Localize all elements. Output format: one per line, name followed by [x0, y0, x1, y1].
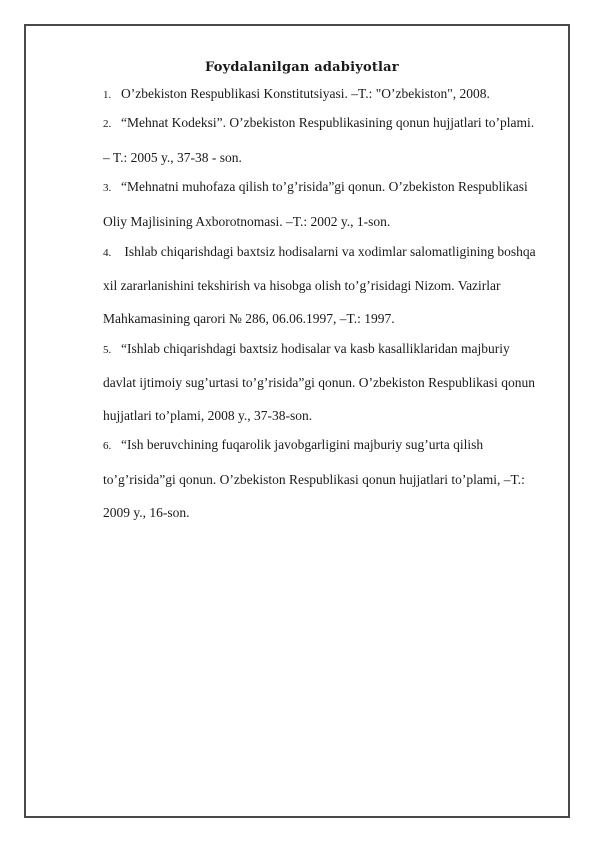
reference-4-line-2: xil zararlanishini tekshirish va hisobga olish to’g’risidagi Nizom. Vazirlar — [103, 278, 501, 293]
reference-5-line-1 — [103, 341, 510, 357]
reference-6-text-1: “Ish beruvchining fuqarolik javobgarligini majburiy sug’urta qilish — [121, 437, 484, 452]
reference-4-text-1: Ishlab chiqarishdagi baxtsiz hodisalarni va xodimlar salomatligining boshqa — [121, 244, 536, 259]
reference-5-text-1: “Ishlab chiqarishdagi baxtsiz hodisalar va kasb kasalliklaridan majburiy — [121, 341, 510, 356]
reference-3-line-1 — [103, 179, 528, 195]
reference-1-line-1 — [103, 86, 490, 102]
reference-2-text-1: “Mehnat Kodeksi”. O’zbekiston Respublikasining qonun hujjatlari to’plami. — [121, 115, 535, 130]
reference-1-text-1: O’zbekiston Respublikasi Konstitutsiyasi. –T.: "O’zbekiston", 2008. — [121, 86, 490, 101]
reference-6-line-2: to’g’risida”gi qonun. O’zbekiston Respublikasi qonun hujjatlari to’plami, –T.: — [103, 472, 525, 487]
reference-4-line-3: Mahkamasining qarori № 286, 06.06.1997, –T.: 1997. — [103, 311, 395, 326]
reference-6-line-3: 2009 y., 16-son. — [103, 505, 190, 520]
reference-5-line-3: hujjatlari to’plami, 2008 y., 37-38-son. — [103, 408, 313, 423]
reference-3-line-2: Oliy Majlisining Axborotnomasi. –T.: 2002 y., 1-son. — [103, 214, 391, 229]
reference-5-line-2: davlat ijtimoiy sug’urtasi to’g’risida”gi qonun. O’zbekiston Respublikasi qonun — [103, 375, 535, 390]
reference-3-text-1: “Mehnatni muhofaza qilish to’g’risida”gi qonun. O’zbekiston Respublikasi — [121, 179, 528, 194]
reference-2-line-1 — [103, 115, 534, 131]
reference-6-number: 6. — [103, 440, 112, 452]
reference-4-number: 4. — [103, 247, 112, 259]
reference-5-number: 5. — [103, 344, 112, 356]
page-title: Foydalanilgan adabiyotlar — [205, 60, 399, 75]
reference-4-line-1 — [103, 244, 536, 260]
reference-6-line-1 — [103, 437, 483, 453]
reference-2-number: 2. — [103, 118, 112, 130]
reference-2-line-2: – T.: 2005 y., 37-38 - son. — [103, 150, 242, 165]
reference-3-number: 3. — [103, 182, 112, 194]
reference-1-number: 1. — [103, 89, 112, 101]
